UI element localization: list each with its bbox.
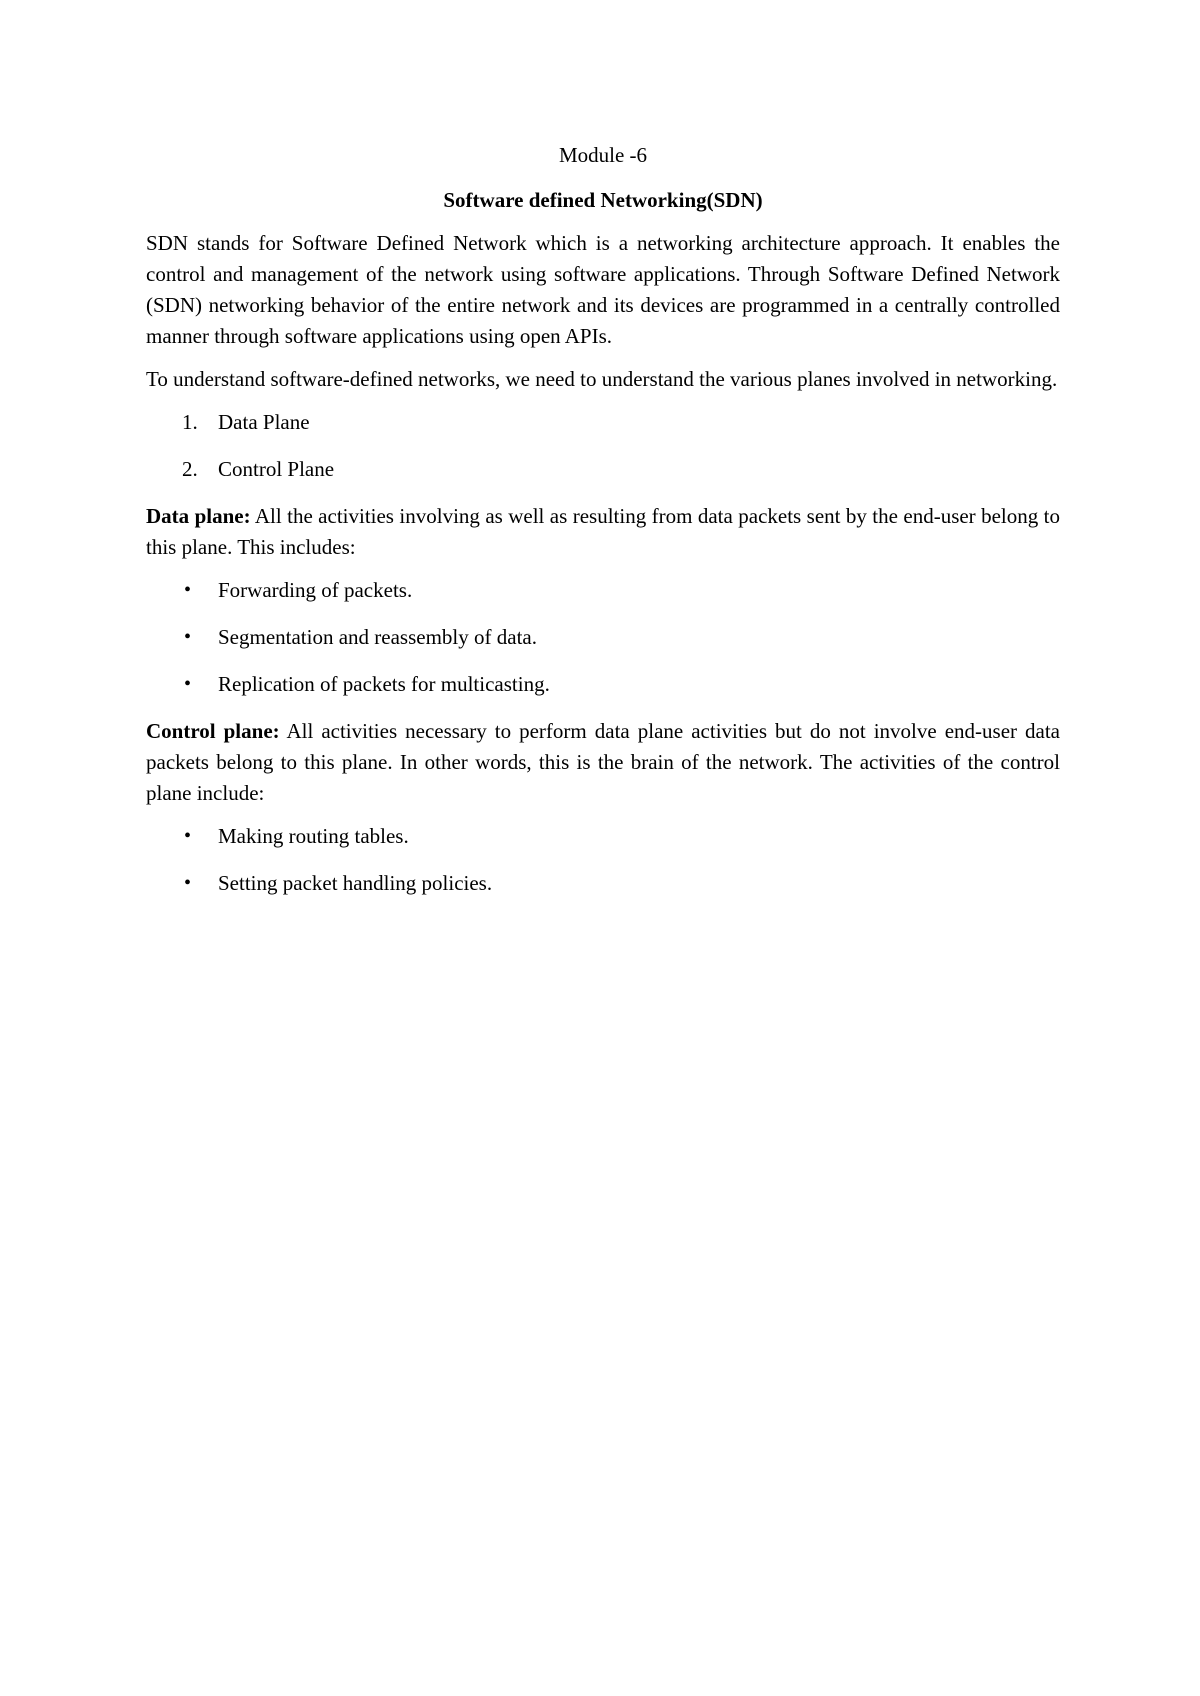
bullet-icon: • [184, 579, 192, 601]
list-item-label: Replication of packets for multicasting. [218, 672, 550, 696]
list-item-label: Control Plane [218, 457, 335, 481]
control-plane-text: All activities necessary to perform data plane activities but do not involve end-user data packets belong to this plane. In other words, this is the brain of the network. The activities of the control plane include: [146, 719, 1060, 805]
document-body [146, 140, 1060, 915]
list-number: 2. [182, 457, 198, 481]
list-item-control-plane [146, 454, 1060, 485]
module-title: Module -6 [558, 143, 648, 167]
page-heading: Software defined Networking(SDN) [443, 188, 763, 212]
list-item [146, 669, 1060, 700]
data-plane-paragraph [146, 501, 1060, 563]
list-item [146, 821, 1060, 852]
intro-paragraph: SDN stands for Software Defined Network which is a networking architecture approach. It enables the control and management of the network using software applications. Through Software Defined Network (SDN) networking behavior of the entire network and its devices are programmed in a centrally controlled manner through software applications using open APIs. [146, 231, 1060, 348]
bullet-icon: • [184, 626, 192, 648]
list-item [146, 868, 1060, 899]
data-plane-lead: Data plane: [146, 504, 251, 528]
list-item-label: Data Plane [218, 410, 310, 434]
bullet-icon: • [184, 872, 192, 894]
control-plane-paragraph [146, 716, 1060, 809]
bullet-icon: • [184, 825, 192, 847]
planes-list [146, 407, 1060, 485]
list-item-label: Making routing tables. [218, 824, 409, 848]
planes-intro-paragraph: To understand software-defined networks, we need to understand the various planes involved in networking. [146, 367, 1058, 391]
data-plane-list [146, 575, 1060, 700]
list-item-label: Setting packet handling policies. [218, 871, 493, 895]
data-plane-text: All the activities involving as well as resulting from data packets sent by the end-user belong to this plane. This includes: [146, 504, 1061, 559]
list-item-label: Segmentation and reassembly of data. [218, 625, 537, 649]
list-item [146, 622, 1060, 653]
list-item-label: Forwarding of packets. [218, 578, 413, 602]
list-item-data-plane [146, 407, 1060, 438]
bullet-icon: • [184, 673, 192, 695]
control-plane-list [146, 821, 1060, 899]
list-item [146, 575, 1060, 606]
control-plane-lead: Control plane: [146, 719, 280, 743]
list-number: 1. [182, 410, 198, 434]
